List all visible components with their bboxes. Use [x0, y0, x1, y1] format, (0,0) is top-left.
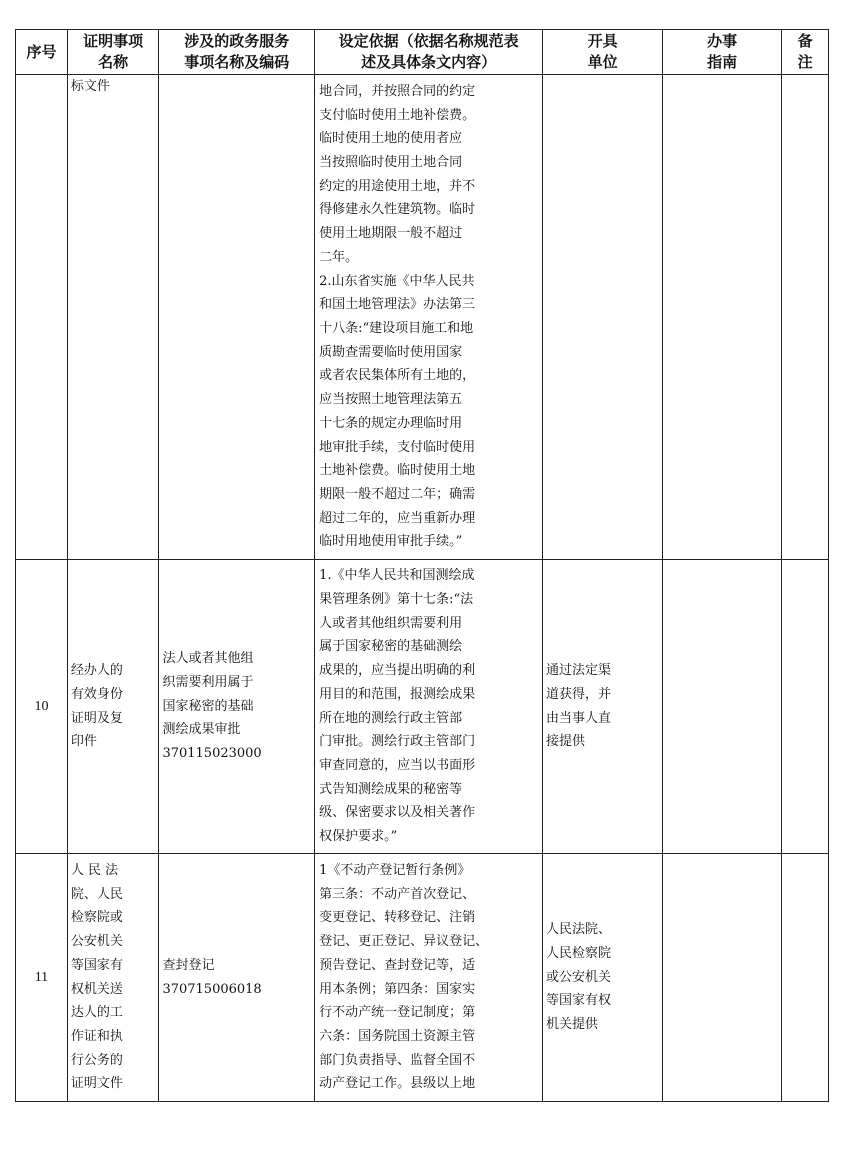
row-issuing-unit	[543, 75, 663, 560]
row-issuing-unit: 通过法定渠 道获得，并 由当事人直 接提供	[543, 560, 663, 854]
row-issuing-unit: 人民法院、 人民检察院 或公安机关 等国家有权 机关提供	[543, 854, 663, 1102]
row-remarks	[782, 75, 829, 560]
row-guide	[663, 854, 782, 1102]
header-row	[16, 30, 829, 75]
table-row	[16, 75, 829, 560]
row-legal-basis: 1《不动产登记暂行条例》 第三条：不动产首次登记、 变更登记、转移登记、注销 登记、更正登记、异议登记、 预告登记、查封登记等，适 用本条例；第四条：国家实 行不动产统一登记制度；第 六条：国务院国土资源主管 部门负责指导、监督全国不 动产登记工作。县级以上地	[315, 854, 543, 1102]
header-certificate-name: 证明事项 名称	[67, 30, 159, 75]
table-row	[16, 560, 829, 854]
row-service-item	[159, 75, 315, 560]
table-row	[16, 854, 829, 1102]
row-service-item: 查封登记 370715006018	[159, 854, 315, 1102]
row-legal-basis: 1.《中华人民共和国测绘成 果管理条例》第十七条:“法 人或者其他组织需要利用 属于国家秘密的基础测绘 成果的，应当提出明确的利 用目的和范围，报测绘成果 所在地的测绘行政主管部 门审批。测绘行政主管部门 审查同意的，应当以书面形 式告知测绘成果的秘密等 级、保密要求以及相关著作 权保护要求。”	[315, 560, 543, 854]
row-legal-basis: 地合同，并按照合同的约定 支付临时使用土地补偿费。 临时使用土地的使用者应 当按照临时使用土地合同 约定的用途使用土地，并不 得修建永久性建筑物。临时 使用土地期限一般不超过 二年。 2.山东省实施《中华人民共 和国土地管理法》办法第三 十八条:“建设项目施工和地 质勘查需要临时使用国家 或者农民集体所有土地的， 应当按照土地管理法第五 十七条的规定办理临时用 地审批手续，支付临时使用 土地补偿费。临时使用土地 期限一般不超过二年；确需 超过二年的，应当重新办理 临时用地使用审批手续。”	[315, 75, 543, 560]
row-serial-number: 10	[16, 560, 68, 854]
header-legal-basis: 设定依据（依据名称规范表 述及具体条文内容）	[315, 30, 543, 75]
header-service-item: 涉及的政务服务 事项名称及编码	[159, 30, 315, 75]
header-guide: 办事 指南	[663, 30, 782, 75]
row-serial-number: 11	[16, 854, 68, 1102]
row-remarks	[782, 560, 829, 854]
header-serial-number: 序号	[16, 30, 68, 75]
header-remarks: 备 注	[782, 30, 829, 75]
row-certificate-name: 经办人的 有效身份 证明及复 印件	[67, 560, 159, 854]
row-remarks	[782, 854, 829, 1102]
header-issuing-unit: 开具 单位	[543, 30, 663, 75]
row-certificate-name: 人 民 法 院、人民 检察院或 公安机关 等国家有 权机关送 达人的工 作证和执 行公务的 证明文件	[67, 854, 159, 1102]
row-service-item: 法人或者其他组 织需要利用属于 国家秘密的基础 测绘成果审批 370115023000	[159, 560, 315, 854]
row-guide	[663, 75, 782, 560]
row-serial-number	[16, 75, 68, 560]
certificate-table	[15, 29, 829, 1102]
row-certificate-name: 标文件	[67, 75, 159, 560]
row-guide	[663, 560, 782, 854]
